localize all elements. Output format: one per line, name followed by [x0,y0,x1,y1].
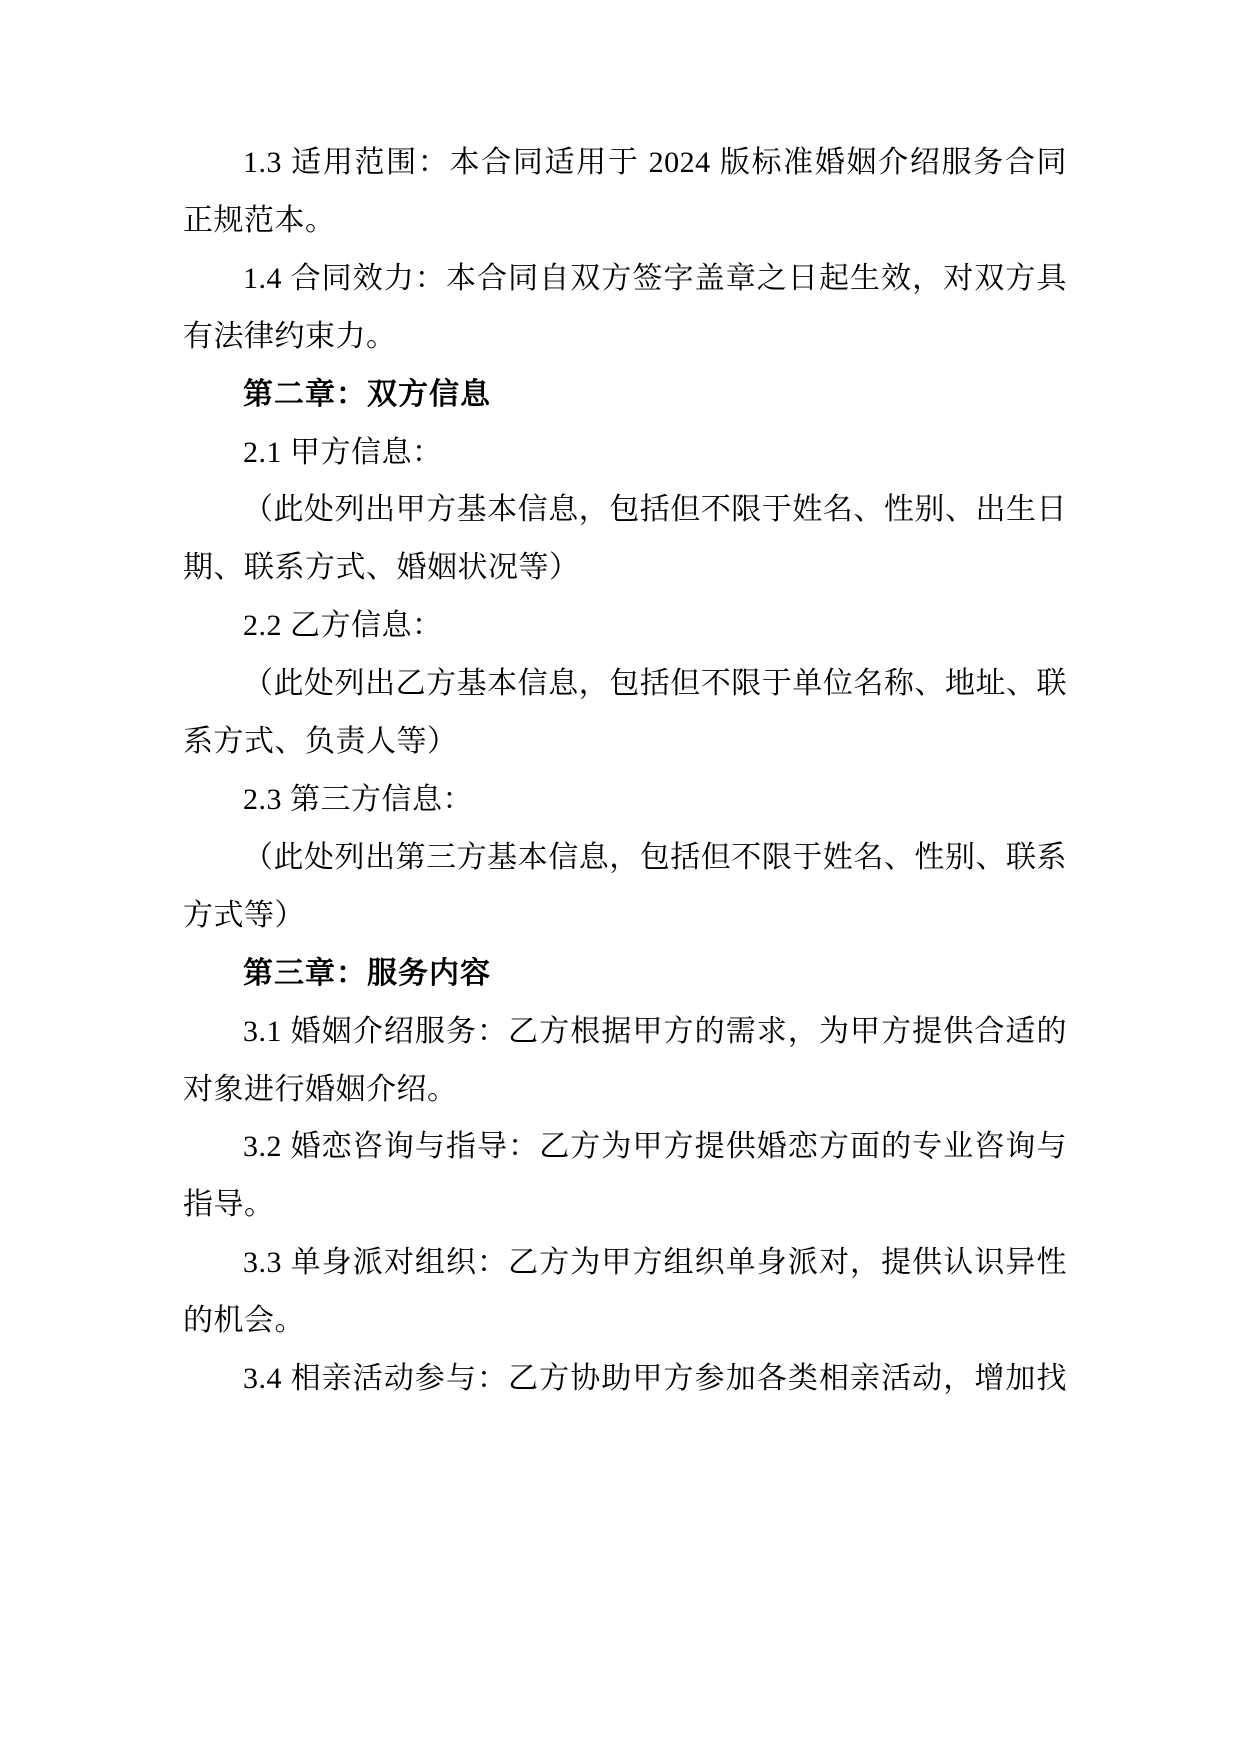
paragraph: （此处列出甲方基本信息，包括但不限于姓名、性别、出生日期、联系方式、婚姻状况等） [183,493,1067,585]
paragraph: 2.3 第三方信息： [243,782,473,816]
paragraph: 1.4 合同效力：本合同自双方签字盖章之日起生效，对双方具有法律约束力。 [183,261,1067,353]
section-heading: 第二章：双方信息 [243,377,491,411]
paragraph: 1.3 适用范围：本合同适用于 2024 版标准婚姻介绍服务合同正规范本。 [183,146,1067,237]
paragraph: 3.1 婚姻介绍服务：乙方根据甲方的需求，为甲方提供合适的对象进行婚姻介绍。 [183,1014,1067,1106]
section-heading: 第三章：服务内容 [243,956,491,990]
paragraph: 2.1 甲方信息： [243,435,443,469]
paragraph: 3.2 婚恋咨询与指导：乙方为甲方提供婚恋方面的专业咨询与指导。 [183,1130,1067,1222]
paragraph: （此处列出乙方基本信息，包括但不限于单位名称、地址、联系方式、负责人等） [183,667,1067,759]
paragraph: （此处列出第三方基本信息，包括但不限于姓名、性别、联系方式等） [183,840,1067,932]
paragraph: 3.4 相亲活动参与：乙方协助甲方参加各类相亲活动，增加找 [243,1362,1067,1396]
document-body [183,134,1067,1408]
paragraph: 3.3 单身派对组织：乙方为甲方组织单身派对，提供认识异性的机会。 [183,1246,1067,1338]
paragraph: 2.2 乙方信息： [243,609,443,643]
